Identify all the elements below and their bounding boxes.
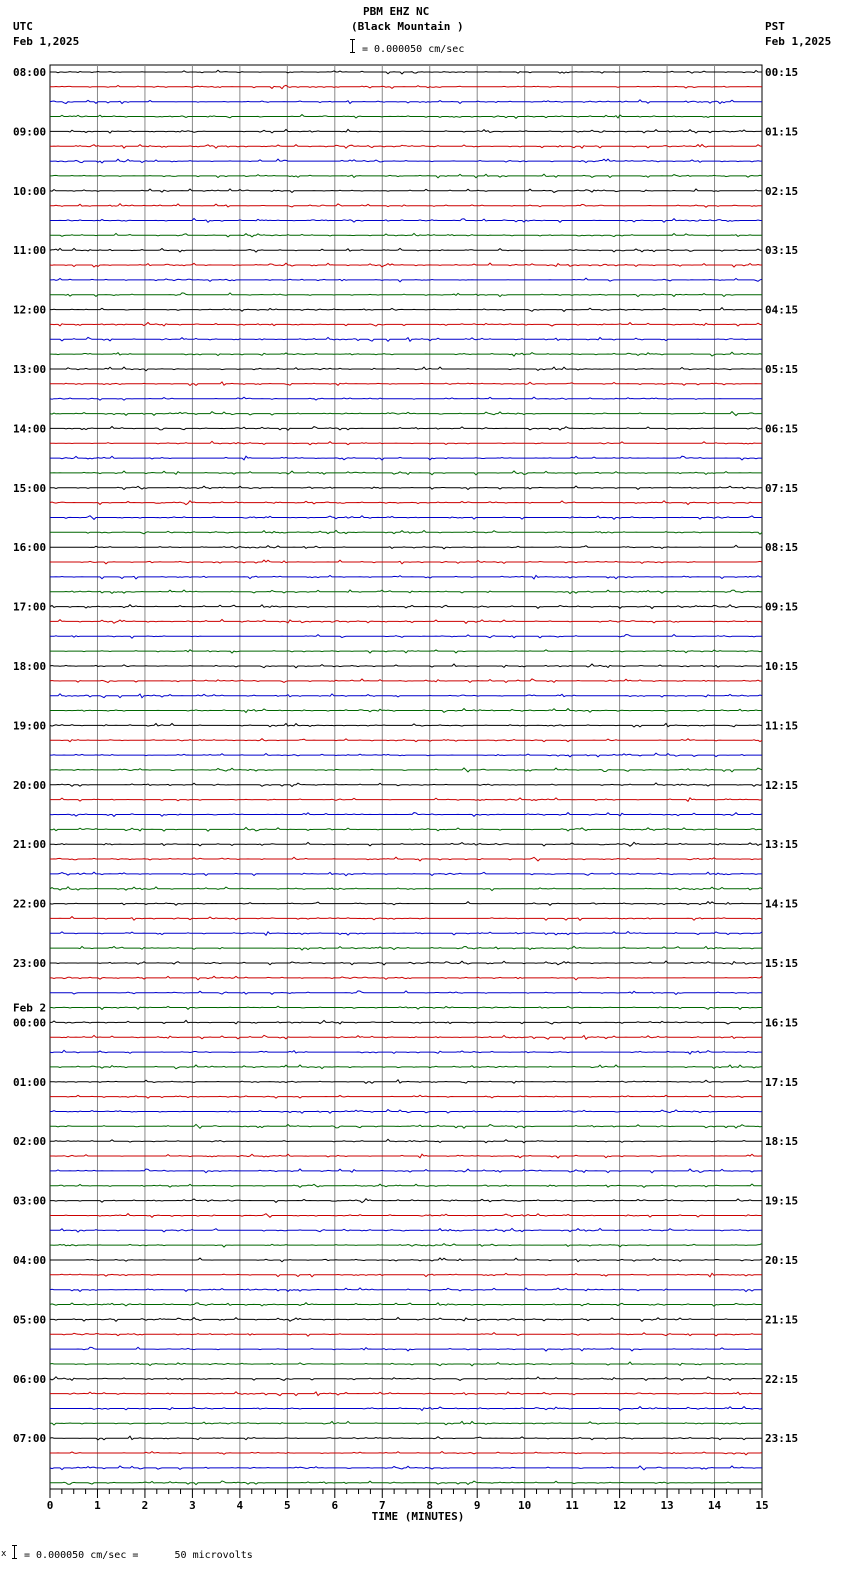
right-date-label: Feb 1,2025 [765,35,832,48]
x-tick-label: 12 [612,1499,627,1512]
seismic-trace [50,456,762,460]
utc-hour-label: 12:00 [13,303,47,317]
x-axis-title: TIME (MINUTES) [371,1510,465,1523]
seismic-trace [50,932,762,936]
seismic-trace [50,1347,762,1351]
x-tick-label: 6 [331,1499,339,1512]
x-tick-label: 1 [94,1499,101,1512]
pst-hour-label: 01:15 [765,125,799,139]
x-tick-label: 13 [660,1499,674,1512]
seismic-trace [50,174,762,178]
pst-hour-label: 13:15 [765,838,799,852]
seismic-trace [50,739,762,742]
x-tick-label: 3 [189,1499,196,1512]
utc-hour-label: 07:00 [13,1432,47,1446]
utc-hour-label: 04:00 [13,1254,47,1267]
x-tick-label: 9 [473,1499,481,1512]
seismic-traces [50,70,762,1484]
seismic-trace [50,159,762,163]
x-tick-label: 15 [755,1499,769,1512]
seismic-trace [50,679,762,683]
seismic-trace [50,887,762,891]
footer-scale-label: = 0.000050 cm/sec = 50 microvolts [24,1550,253,1561]
utc-hour-label: 01:00 [13,1075,47,1089]
utc-hour-label: 08:00 [13,66,47,79]
seismic-trace [50,590,762,594]
x-tick-label: 0 [46,1499,54,1512]
seismic-trace [50,308,762,312]
seismic-trace [50,857,762,861]
seismic-trace [50,1228,762,1232]
seismic-trace [50,635,762,639]
seismic-trace [50,233,762,237]
footer-scale-bar-icon [14,1545,15,1559]
utc-hour-label: 21:00 [13,838,47,852]
seismic-trace [50,70,762,74]
seismic-trace [50,976,762,980]
seismic-trace [50,412,762,416]
utc-hour-label: 02:00 [13,1135,47,1149]
pst-hour-label: 16:15 [765,1016,799,1030]
seismic-trace [50,1065,762,1069]
right-timezone-label: PST [765,20,785,33]
seismic-trace [50,694,762,698]
seismic-trace [50,783,762,787]
seismic-trace [50,1303,762,1307]
pst-hour-label: 18:15 [765,1135,799,1149]
utc-hour-label: 03:00 [13,1194,47,1208]
seismic-trace [50,1362,762,1366]
pst-hour-label: 06:15 [765,422,799,436]
seismic-trace [50,530,762,534]
scale-label: = 0.000050 cm/sec [362,44,465,55]
utc-hour-label: 15:00 [13,481,47,495]
pst-hour-label: 09:15 [765,600,799,614]
seismic-trace [50,961,762,965]
seismic-trace [50,1392,762,1396]
seismic-trace [50,1258,762,1262]
left-date-label: Feb 1,2025 [13,35,80,48]
seismic-trace [50,917,762,921]
seismic-trace [50,1407,762,1411]
seismic-trace [50,1020,762,1024]
pst-hour-label: 19:15 [765,1194,799,1208]
seismic-trace [50,516,762,520]
seismic-trace [50,1035,762,1039]
pst-hour-label: 23:15 [765,1432,799,1446]
pst-hour-label: 21:15 [765,1313,799,1327]
seismic-trace [50,827,762,831]
seismic-trace [50,486,762,490]
pst-hour-label: 05:15 [765,363,799,376]
seismic-trace [50,813,762,817]
seismic-trace [50,1244,762,1247]
pst-hour-label: 14:15 [765,897,799,911]
seismic-trace [50,872,762,876]
x-tick-label: 11 [565,1499,579,1512]
pst-hour-label: 12:15 [765,778,799,792]
seismic-trace [50,709,762,713]
x-tick-label: 5 [284,1499,291,1512]
seismic-trace [50,1169,762,1173]
utc-hour-label: 23:00 [13,957,47,970]
pst-hour-label: 08:15 [765,541,799,555]
seismic-trace [50,248,762,252]
seismic-trace [50,1333,762,1337]
seismic-trace [50,129,762,133]
seismic-trace [50,545,762,549]
seismic-trace [50,115,762,119]
utc-hour-label: 17:00 [13,600,47,614]
seismic-trace [50,1124,762,1128]
x-tick-label: 10 [518,1499,532,1512]
seismic-trace [50,902,762,906]
utc-hour-label: 11:00 [13,244,47,258]
pst-hour-label: 22:15 [765,1372,799,1386]
seismic-trace [50,798,762,802]
pst-hour-label: 02:15 [765,184,799,198]
utc-hour-label: 20:00 [13,778,47,792]
seismic-trace [50,189,762,193]
utc-hour-label: 00:00 [13,1016,47,1030]
seismic-trace [50,991,762,995]
x-tick-label: 7 [378,1499,386,1512]
utc-hour-label: 13:00 [13,363,47,376]
x-tick-label: 4 [236,1499,244,1512]
utc-hour-label: 19:00 [13,719,47,733]
utc-hour-label: 09:00 [13,125,47,139]
minute-grid [50,65,762,1489]
seismic-trace [50,1110,762,1114]
seismic-trace [50,367,762,371]
seismic-trace [50,650,762,653]
utc-hour-label: 06:00 [13,1372,47,1386]
seismic-trace [50,85,762,88]
seismic-trace [50,382,762,386]
seismic-trace [50,1377,762,1381]
seismic-trace [50,1184,762,1187]
pst-hour-label: 03:15 [765,244,799,258]
x-tick-label: 2 [141,1499,149,1512]
seismic-trace [50,1006,762,1009]
seismic-trace [50,605,762,609]
seismic-trace [50,204,762,208]
seismic-trace [50,352,762,356]
seismic-trace [50,219,762,223]
left-timezone-label: UTC [13,20,33,33]
seismic-trace [50,1080,762,1084]
pst-hour-label: 11:15 [765,719,799,733]
seismic-trace [50,1050,762,1054]
seismic-trace [50,100,762,104]
seismic-trace [50,1318,762,1322]
station-title: PBM EHZ NC [363,5,430,18]
seismic-trace [50,1199,762,1203]
seismic-trace [50,471,762,475]
x-tick-label: 8 [426,1499,434,1512]
date-change-label: Feb 2 [13,1001,47,1015]
seismic-trace [50,1273,762,1277]
seismic-trace [50,1466,762,1470]
seismic-trace [50,1436,762,1440]
utc-hour-label: 16:00 [13,541,47,555]
seismic-trace [50,1214,762,1218]
utc-hour-label: 14:00 [13,422,47,436]
seismic-trace [50,753,762,757]
pst-hour-label: 20:15 [765,1254,799,1267]
pst-hour-label: 00:15 [765,66,799,79]
station-location: (Black Mountain ) [351,20,464,33]
seismic-trace [50,575,762,579]
seismic-trace [50,1452,762,1455]
seismic-trace [50,620,762,624]
pst-hour-label: 15:15 [765,957,799,970]
seismic-trace [50,263,762,267]
pst-hour-label: 17:15 [765,1075,799,1089]
seismic-trace [50,427,762,431]
seismic-trace [50,337,762,341]
utc-hour-label: 18:00 [13,660,47,673]
seismic-trace [50,1154,762,1158]
seismic-trace [50,1139,762,1142]
pst-hour-label: 04:15 [765,303,799,317]
seismic-trace [50,723,762,727]
seismic-trace [50,441,762,445]
seismic-trace [50,664,762,668]
seismic-trace [50,501,762,505]
footer-marker: x [1,1549,7,1559]
utc-hour-label: 22:00 [13,897,47,911]
seismic-trace [50,1288,762,1292]
plot-frame [50,65,762,1489]
utc-hour-label: 10:00 [13,184,47,198]
seismic-trace [50,946,762,950]
utc-hour-label: 05:00 [13,1313,47,1327]
pst-hour-label: 07:15 [765,481,799,495]
seismic-trace [50,560,762,564]
seismic-trace [50,1481,762,1485]
seismic-trace [50,397,762,400]
seismic-trace [50,145,762,149]
seismic-trace [50,1095,762,1098]
seismic-trace [50,293,762,297]
time-axis [47,1489,769,1523]
pst-hour-label: 10:15 [765,660,799,673]
seismic-trace [50,278,762,282]
seismic-trace [50,323,762,327]
seismic-trace [50,1421,762,1425]
seismic-trace [50,768,762,772]
seismic-trace [50,842,762,846]
x-tick-label: 14 [707,1499,722,1512]
